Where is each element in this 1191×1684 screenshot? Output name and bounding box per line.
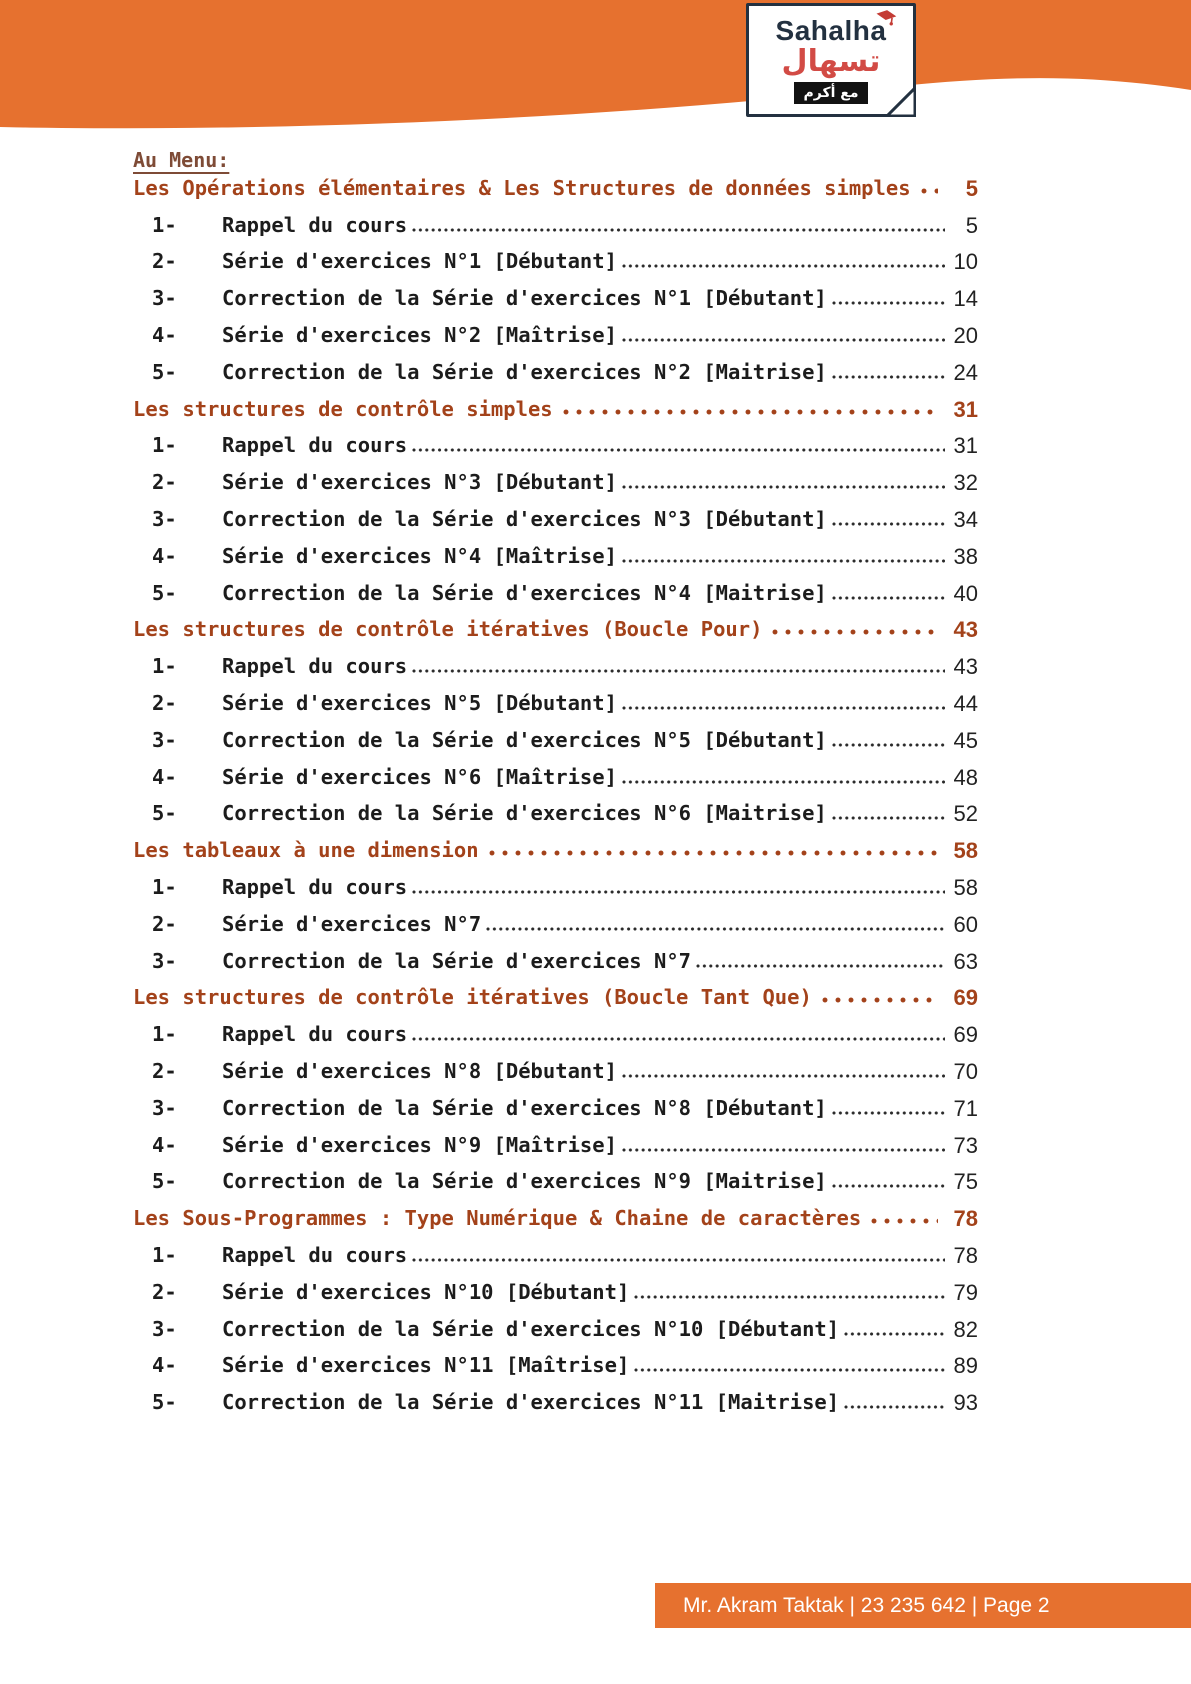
toc-item-page: 45 [953, 727, 978, 753]
page-fold-icon [886, 87, 916, 117]
toc-item-label: Série d'exercices N°10 [Débutant] [222, 1279, 630, 1304]
toc-item-label: Correction de la Série d'exercices N°6 [Maitrise] [222, 801, 827, 826]
toc-item-label: Correction de la Série d'exercices N°5 [Débutant] [222, 727, 827, 752]
toc-item-row [133, 1046, 978, 1083]
toc-item-label: Série d'exercices N°6 [Maîtrise] [222, 764, 617, 789]
toc-section-row [133, 163, 978, 200]
toc-item-number: 5- [152, 1169, 177, 1194]
toc-item-label: Série d'exercices N°7 [222, 911, 482, 936]
toc-item-number: 2- [152, 911, 177, 936]
toc-section-title: Les structures de contrôle simples [133, 396, 553, 421]
dot-leader [407, 1009, 950, 1046]
toc-item-label: Rappel du cours [222, 654, 408, 679]
toc-item-label: Rappel du cours [222, 212, 408, 237]
logo-brand-text [775, 14, 887, 46]
toc-item-row [133, 1083, 978, 1120]
toc-item-number: 2- [152, 1279, 177, 1304]
toc-item-number: 1- [152, 874, 177, 899]
dot-leader [617, 1120, 950, 1157]
footer-bar [655, 1583, 1191, 1628]
toc-item-row [133, 678, 978, 715]
dot-leader [617, 752, 950, 789]
toc-item-label: Correction de la Série d'exercices N°8 [Débutant] [222, 1095, 827, 1120]
toc-item-page: 63 [953, 948, 978, 974]
toc-item-row [133, 1267, 978, 1304]
dot-leader [827, 715, 950, 752]
toc-item-number: 4- [152, 543, 177, 568]
dot-leader [479, 825, 950, 862]
toc-item-page: 40 [953, 580, 978, 606]
toc-item-label: Série d'exercices N°2 [Maîtrise] [222, 322, 617, 347]
toc-item-number: 4- [152, 1353, 177, 1378]
logo-badge: مع أكرم [794, 82, 867, 104]
toc-item-page: 48 [953, 764, 978, 790]
dot-leader [407, 862, 950, 899]
toc-item-label: Rappel du cours [222, 433, 408, 458]
toc-item-number: 1- [152, 654, 177, 679]
dot-leader [911, 163, 950, 200]
toc-item-number: 2- [152, 690, 177, 715]
dot-leader [839, 1304, 950, 1341]
toc-section-row [133, 973, 978, 1010]
toc-section-title: Les structures de contrôle itératives (Boucle Tant Que) [133, 985, 812, 1010]
toc-item-page: 44 [953, 690, 978, 716]
toc-item-row [133, 347, 978, 384]
toc-item-row [133, 936, 978, 973]
dot-leader [407, 641, 950, 678]
toc-item-label: Correction de la Série d'exercices N°7 [222, 948, 691, 973]
toc-section-title: Les tableaux à une dimension [133, 838, 479, 863]
dot-leader [617, 1046, 950, 1083]
toc-item-page: 93 [953, 1390, 978, 1416]
dot-leader [629, 1267, 950, 1304]
toc [133, 163, 978, 1414]
toc-section-title: Les Opérations élémentaires & Les Structures de données simples [133, 175, 911, 200]
toc-item-label: Série d'exercices N°1 [Débutant] [222, 249, 617, 274]
toc-item-page: 32 [953, 470, 978, 496]
toc-item-page: 34 [953, 506, 978, 532]
toc-item-number: 1- [152, 433, 177, 458]
toc-item-label: Correction de la Série d'exercices N°1 [Débutant] [222, 286, 827, 311]
toc-item-number: 3- [152, 1316, 177, 1341]
logo-arabic-text: تسهال [781, 43, 881, 79]
dot-leader [481, 899, 950, 936]
toc-item-row [133, 200, 978, 237]
toc-item-row [133, 1230, 978, 1267]
dot-leader [617, 237, 950, 274]
dot-leader [827, 789, 950, 826]
dot-leader [691, 936, 950, 973]
footer-text: Mr. Akram Taktak | 23 235 642 | Page 2 [683, 1593, 1050, 1617]
toc-item-page: 31 [953, 433, 978, 459]
toc-item-label: Série d'exercices N°9 [Maîtrise] [222, 1132, 617, 1157]
dot-leader [407, 421, 950, 458]
toc-item-row [133, 457, 978, 494]
dot-leader [553, 384, 950, 421]
toc-item-row [133, 273, 978, 310]
toc-item-page: 75 [953, 1169, 978, 1195]
toc-item-row [133, 1157, 978, 1194]
toc-section-row [133, 605, 978, 642]
toc-item-label: Série d'exercices N°8 [Débutant] [222, 1058, 617, 1083]
toc-section-page: 78 [953, 1206, 978, 1232]
toc-item-page: 60 [953, 911, 978, 937]
dot-leader [617, 310, 950, 347]
logo-card [746, 3, 916, 117]
toc-section-page: 58 [953, 838, 978, 864]
toc-item-label: Rappel du cours [222, 1022, 408, 1047]
dot-leader [827, 568, 950, 605]
toc-item-label: Correction de la Série d'exercices N°3 [Débutant] [222, 506, 827, 531]
toc-item-row [133, 237, 978, 274]
toc-item-number: 3- [152, 286, 177, 311]
toc-item-page: 20 [953, 322, 978, 348]
toc-item-label: Correction de la Série d'exercices N°10 [Débutant] [222, 1316, 840, 1341]
toc-item-label: Série d'exercices N°5 [Débutant] [222, 690, 617, 715]
toc-item-page: 58 [953, 874, 978, 900]
toc-item-row [133, 568, 978, 605]
dot-leader [827, 1083, 950, 1120]
toc-item-row [133, 1120, 978, 1157]
toc-item-row [133, 421, 978, 458]
toc-item-number: 5- [152, 580, 177, 605]
dot-leader [617, 531, 950, 568]
toc-item-row [133, 1304, 978, 1341]
toc-item-label: Rappel du cours [222, 1242, 408, 1267]
toc-section-row [133, 825, 978, 862]
toc-item-label: Correction de la Série d'exercices N°9 [Maitrise] [222, 1169, 827, 1194]
dot-leader [617, 678, 950, 715]
dot-leader [762, 605, 950, 642]
toc-item-number: 2- [152, 249, 177, 274]
dot-leader [407, 1230, 950, 1267]
dot-leader [861, 1193, 950, 1230]
toc-item-page: 43 [953, 654, 978, 680]
toc-item-row [133, 1377, 978, 1414]
toc-item-label: Correction de la Série d'exercices N°4 [Maitrise] [222, 580, 827, 605]
dot-leader [827, 273, 950, 310]
toc-item-row [133, 752, 978, 789]
toc-section-page: 43 [953, 617, 978, 643]
toc-item-page: 38 [953, 543, 978, 569]
toc-section-page: 5 [965, 175, 978, 201]
dot-leader [827, 494, 950, 531]
dot-leader [827, 347, 950, 384]
toc-item-number: 5- [152, 359, 177, 384]
graduation-cap-icon [875, 8, 897, 27]
toc-item-row [133, 1009, 978, 1046]
toc-item-page: 52 [953, 801, 978, 827]
toc-item-page: 89 [953, 1353, 978, 1379]
toc-item-label: Rappel du cours [222, 874, 408, 899]
toc-item-number: 2- [152, 1058, 177, 1083]
toc-item-page: 78 [953, 1242, 978, 1268]
toc-item-row [133, 715, 978, 752]
toc-section-row [133, 1193, 978, 1230]
toc-item-number: 3- [152, 1095, 177, 1120]
dot-leader [617, 457, 950, 494]
toc-item-page: 5 [965, 212, 978, 238]
toc-item-page: 79 [953, 1279, 978, 1305]
toc-item-page: 82 [953, 1316, 978, 1342]
toc-item-label: Série d'exercices N°4 [Maîtrise] [222, 543, 617, 568]
toc-item-label: Série d'exercices N°3 [Débutant] [222, 470, 617, 495]
header-wave [0, 0, 1191, 140]
toc-item-row [133, 531, 978, 568]
toc-section-row [133, 384, 978, 421]
toc-item-label: Correction de la Série d'exercices N°11 [Maitrise] [222, 1390, 840, 1415]
toc-item-row [133, 310, 978, 347]
toc-item-row [133, 1341, 978, 1378]
toc-item-page: 69 [953, 1022, 978, 1048]
toc-item-row [133, 862, 978, 899]
toc-item-number: 1- [152, 212, 177, 237]
toc-item-number: 3- [152, 506, 177, 531]
toc-item-page: 24 [953, 359, 978, 385]
toc-item-label: Série d'exercices N°11 [Maîtrise] [222, 1353, 630, 1378]
menu-title: Au Menu: [133, 148, 230, 172]
toc-item-number: 5- [152, 801, 177, 826]
toc-item-number: 4- [152, 322, 177, 347]
toc-item-page: 70 [953, 1058, 978, 1084]
toc-section-title: Les structures de contrôle itératives (Boucle Pour) [133, 617, 763, 642]
toc-item-number: 1- [152, 1242, 177, 1267]
toc-item-number: 4- [152, 1132, 177, 1157]
toc-item-label: Correction de la Série d'exercices N°2 [Maitrise] [222, 359, 827, 384]
toc-item-number: 5- [152, 1390, 177, 1415]
logo-brand-label: Sahalha [775, 14, 887, 46]
toc-section-page: 69 [953, 985, 978, 1011]
dot-leader [827, 1157, 950, 1194]
dot-leader [407, 200, 950, 237]
toc-item-page: 10 [953, 249, 978, 275]
dot-leader [812, 973, 950, 1010]
toc-item-number: 1- [152, 1022, 177, 1047]
toc-item-page: 73 [953, 1132, 978, 1158]
toc-section-title: Les Sous-Programmes : Type Numérique & Chaine de caractères [133, 1206, 862, 1231]
toc-item-page: 14 [953, 286, 978, 312]
toc-item-number: 3- [152, 727, 177, 752]
dot-leader [629, 1341, 950, 1378]
toc-item-row [133, 494, 978, 531]
toc-item-number: 3- [152, 948, 177, 973]
toc-section-page: 31 [953, 396, 978, 422]
toc-item-number: 2- [152, 470, 177, 495]
dot-leader [839, 1377, 950, 1414]
toc-item-row [133, 899, 978, 936]
toc-item-number: 4- [152, 764, 177, 789]
toc-item-row [133, 789, 978, 826]
toc-item-row [133, 641, 978, 678]
toc-item-page: 71 [953, 1095, 978, 1121]
